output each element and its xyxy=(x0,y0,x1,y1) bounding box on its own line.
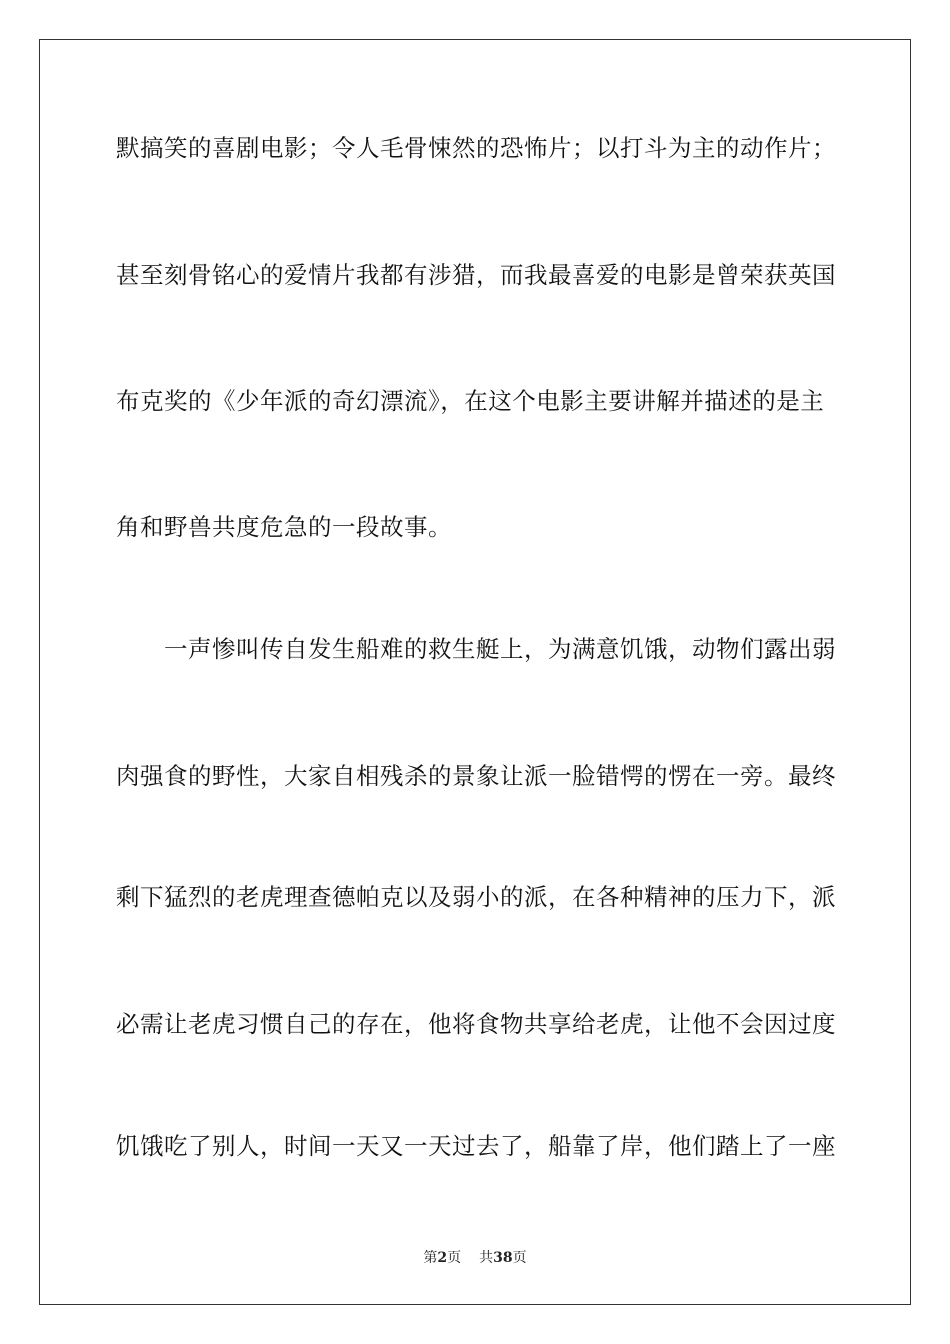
body-text-line: 必需让老虎习惯自己的存在，他将食物共享给老虎，让他不会因过度 xyxy=(116,1010,836,1038)
total-pages: 38 xyxy=(493,1250,513,1266)
total-label-prefix: 共 xyxy=(479,1250,494,1266)
total-label-suffix: 页 xyxy=(512,1250,527,1266)
body-text-line: 默搞笑的喜剧电影；令人毛骨悚然的恐怖片；以打斗为主的动作片； xyxy=(116,134,836,162)
page-footer xyxy=(0,1247,950,1267)
page-border xyxy=(39,39,911,1305)
body-text-line: 剩下猛烈的老虎理查德帕克以及弱小的派，在各种精神的压力下，派 xyxy=(116,883,836,911)
body-text-line: 布克奖的《少年派的奇幻漂流》，在这个电影主要讲解并描述的是主 xyxy=(116,387,825,415)
page-number: 2 xyxy=(437,1250,448,1266)
body-text-line: 甚至刻骨铭心的爱情片我都有涉猎，而我最喜爱的电影是曾荣获英国 xyxy=(116,261,836,289)
body-text-line: 肉强食的野性，大家自相残杀的景象让派一脸错愕的愣在一旁。最终 xyxy=(116,762,836,790)
body-text-line: 饥饿吃了别人，时间一天又一天过去了，船靠了岸，他们踏上了一座 xyxy=(116,1132,836,1160)
page-label-prefix: 第 xyxy=(423,1250,438,1266)
body-text-line: 一声惨叫传自发生船难的救生艇上，为满意饥饿，动物们露出弱 xyxy=(116,635,836,663)
body-text-line: 角和野兽共度危急的一段故事。 xyxy=(116,513,452,541)
page-label-suffix: 页 xyxy=(447,1250,462,1266)
